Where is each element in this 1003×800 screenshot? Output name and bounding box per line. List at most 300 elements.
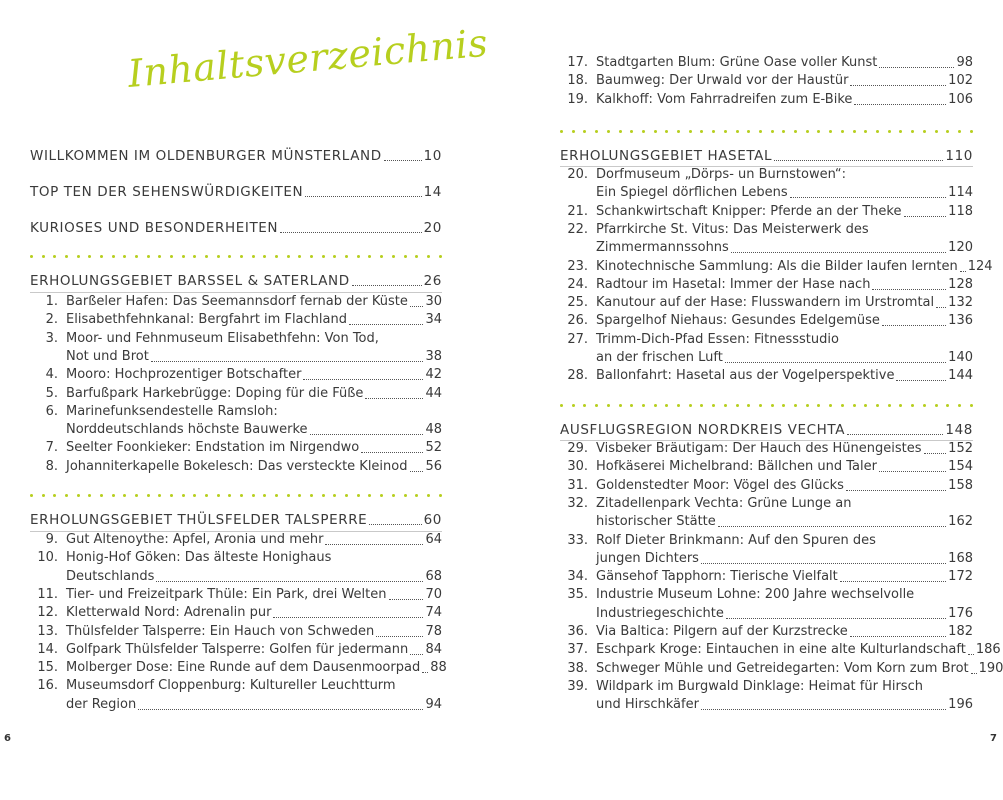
leader-dots	[846, 490, 946, 491]
entry-title: Ballonfahrt: Hasetal aus der Vogelperspektive	[596, 368, 895, 384]
toc-entry[interactable]	[30, 659, 447, 677]
page-number: 182	[948, 624, 973, 639]
toc-entry-text	[560, 184, 788, 202]
leader-dots	[850, 85, 946, 86]
entry-number: 1.	[45, 294, 58, 309]
toc-entry[interactable]	[560, 440, 973, 458]
left-column	[30, 0, 447, 800]
toc-entry[interactable]	[560, 203, 973, 221]
page-number: 186	[975, 642, 1001, 658]
leader-dots	[361, 452, 423, 453]
toc-entry[interactable]	[560, 458, 973, 476]
toc-entry[interactable]	[30, 330, 442, 348]
section-divider	[30, 255, 442, 261]
entry-number: 2.	[45, 312, 58, 328]
toc-entry-continued[interactable]	[560, 513, 973, 531]
toc-entry-text	[560, 312, 880, 330]
leader-dots	[156, 581, 423, 582]
leader-dots	[872, 289, 946, 290]
section-title: ERHOLUNGSGEBIET THÜLSFELDER TALSPERRE	[30, 512, 368, 528]
entry-title: Kinotechnische Sammlung: Als die Bilder laufen lernten	[596, 258, 958, 274]
entry-number: 29.	[567, 441, 588, 456]
toc-entry[interactable]	[30, 311, 442, 329]
entry-title: Kletterwald Nord: Adrenalin pur	[66, 605, 272, 621]
toc-entry-text	[560, 623, 848, 641]
toc-entry[interactable]	[30, 293, 442, 311]
toc-entry-text	[560, 294, 934, 312]
toc-heading-text: TOP TEN DER SEHENSWÜRDIGKEITEN	[30, 184, 304, 200]
entry-title: Marinefunksendestelle Ramsloh:	[66, 403, 278, 419]
toc-entry-text	[30, 677, 396, 695]
page-number: 132	[948, 295, 973, 311]
entry-number: 19.	[567, 91, 588, 107]
entry-title: Molberger Dose: Eine Runde auf dem Dausenmoorpad	[66, 660, 421, 676]
page-number: 106	[948, 91, 973, 107]
entry-title: Dorfmuseum „Dörps- un Burnstowen“:	[596, 167, 847, 182]
leader-dots	[305, 196, 421, 197]
toc-entry[interactable]	[30, 549, 442, 567]
entry-number: 7.	[45, 440, 58, 456]
entry-number: 32.	[567, 495, 588, 511]
entry-title: Kanutour auf der Hase: Flusswandern im Urstromtal	[596, 295, 935, 311]
toc-heading[interactable]	[30, 147, 442, 165]
page-number: 196	[948, 697, 973, 713]
entry-title: Kalkhoff: Vom Fahrradreifen zum E-Bike	[596, 91, 853, 107]
entry-number: 23.	[567, 258, 588, 274]
page-number: 148	[945, 422, 973, 438]
page-number: 74	[425, 605, 442, 621]
page-number: 124	[967, 258, 993, 274]
page-number: 20	[423, 220, 442, 236]
toc-entry[interactable]	[30, 439, 442, 457]
leader-dots	[731, 252, 946, 253]
leader-dots	[151, 361, 424, 362]
section-heading[interactable]	[560, 421, 973, 439]
entry-number: 35.	[567, 587, 588, 603]
page-number: 154	[948, 459, 973, 475]
entry-title-continued: Norddeutschlands höchste Bauwerke	[66, 422, 308, 438]
page-number: 84	[425, 641, 442, 657]
leader-dots	[303, 379, 423, 380]
section-divider	[30, 494, 442, 500]
toc-entry-text	[560, 221, 869, 239]
page-number: 176	[948, 605, 973, 621]
toc-title: Inhaltsverzeichnis	[126, 20, 490, 96]
page-number: 118	[948, 203, 973, 219]
entry-number: 11.	[37, 586, 58, 602]
page-number: 34	[425, 312, 442, 328]
entry-title: Gänsehof Tapphorn: Tierische Vielfalt	[596, 569, 838, 585]
page-number: 68	[425, 568, 442, 584]
entry-title-continued: der Region	[66, 696, 137, 712]
toc-entry-text	[30, 366, 301, 384]
toc-entry[interactable]	[30, 531, 442, 549]
section-title: AUSFLUGSREGION NORDKREIS VECHTA	[560, 422, 846, 438]
entry-number: 21.	[567, 203, 588, 219]
leader-dots	[879, 471, 946, 472]
section-title: ERHOLUNGSGEBIET BARSSEL & SATERLAND	[30, 273, 350, 289]
page-number: 70	[425, 586, 442, 602]
entry-title-continued: Deutschlands	[66, 568, 155, 584]
page-number: 152	[948, 441, 973, 456]
entry-title: Zitadellenpark Vechta: Grüne Lunge an	[596, 495, 852, 511]
toc-entry-text	[30, 568, 154, 586]
page-number: 136	[948, 313, 973, 329]
toc-entry[interactable]	[560, 678, 973, 696]
entry-number: 18.	[567, 73, 588, 89]
entry-title: Honig-Hof Göken: Das älteste Honighaus	[66, 550, 332, 566]
entry-title: Schankwirtschaft Knipper: Pferde an der Theke	[596, 203, 902, 219]
entry-title: Barfußpark Harkebrügge: Doping für die Füße	[66, 385, 364, 401]
toc-entry[interactable]	[30, 677, 442, 695]
toc-heading[interactable]	[30, 183, 442, 201]
toc-entry[interactable]	[560, 166, 973, 184]
entry-number: 36.	[567, 624, 588, 639]
page-number: 144	[948, 368, 973, 384]
toc-entry-text	[560, 258, 958, 276]
leader-dots	[389, 599, 424, 600]
leader-dots	[410, 306, 424, 307]
section-divider	[560, 404, 973, 410]
entry-number: 24.	[567, 276, 588, 292]
entry-title: Mooro: Hochprozentiger Botschafter	[66, 367, 302, 383]
toc-entry-text	[30, 348, 149, 366]
entry-title: Pfarrkirche St. Vitus: Das Meisterwerk des	[596, 221, 869, 237]
entry-number: 12.	[37, 605, 58, 621]
toc-entry[interactable]	[560, 477, 973, 495]
entry-title: Industrie Museum Lohne: 200 Jahre wechselvolle	[596, 587, 915, 603]
entry-title: Museumsdorf Cloppenburg: Kultureller Leuchtturm	[66, 678, 396, 694]
toc-entry[interactable]	[30, 604, 442, 622]
leader-dots	[847, 434, 943, 435]
toc-entry[interactable]	[560, 258, 993, 276]
entry-title: Barßeler Hafen: Das Seemannsdorf fernab der Küste	[66, 294, 408, 309]
toc-entry[interactable]	[560, 221, 973, 239]
toc-entry-text	[560, 54, 877, 72]
entry-number: 26.	[567, 313, 588, 329]
leader-dots	[410, 654, 423, 655]
toc-entry[interactable]	[560, 367, 973, 385]
leader-dots	[850, 636, 946, 637]
toc-entry[interactable]	[560, 532, 973, 550]
entry-number: 4.	[45, 367, 58, 383]
toc-entry-text	[560, 605, 724, 623]
toc-entry[interactable]	[560, 586, 973, 604]
leader-dots	[718, 526, 946, 527]
entry-number: 14.	[37, 641, 58, 657]
toc-entry-text	[30, 623, 374, 641]
entry-number: 34.	[567, 569, 588, 585]
leader-dots	[896, 380, 946, 381]
section-heading[interactable]	[30, 272, 442, 290]
toc-entry[interactable]	[560, 568, 973, 586]
toc-entry-text	[30, 311, 347, 329]
toc-entry-text	[560, 239, 729, 257]
toc-entry[interactable]	[560, 72, 973, 90]
toc-entry-continued[interactable]	[560, 550, 973, 568]
entry-number: 20.	[567, 167, 588, 182]
toc-entry-text	[560, 72, 848, 90]
toc-entry-text	[560, 660, 969, 678]
entry-number: 37.	[567, 642, 588, 658]
entry-number: 3.	[45, 330, 58, 346]
page-number: 94	[425, 696, 442, 712]
entry-title: Schweger Mühle und Getreidegarten: Vom Korn zum Brot	[596, 660, 969, 676]
page-number: 30	[425, 294, 442, 309]
leader-dots	[726, 618, 946, 619]
toc-entry-continued[interactable]	[30, 568, 442, 586]
leader-dots	[725, 362, 946, 363]
leader-dots	[349, 324, 423, 325]
entry-number: 13.	[37, 623, 58, 639]
page-number: 52	[425, 440, 442, 456]
entry-number: 9.	[45, 532, 58, 547]
toc-entry-continued[interactable]	[560, 184, 973, 202]
toc-entry-text	[560, 678, 923, 696]
leader-dots	[376, 636, 423, 637]
toc-entry-text	[560, 641, 966, 659]
leader-dots	[924, 453, 947, 454]
entry-title: Stadtgarten Blum: Grüne Oase voller Kunst	[596, 55, 878, 70]
entry-title-continued: historischer Stätte	[596, 514, 716, 530]
entry-title: Eschpark Kroge: Eintauchen in eine alte Kulturlandschaft	[596, 642, 966, 658]
entry-number: 39.	[567, 678, 588, 694]
leader-dots	[325, 544, 423, 545]
entry-title: Golfpark Thülsfelder Talsperre: Golfen für jedermann	[66, 641, 409, 657]
entry-title: Wildpark im Burgwald Dinklage: Heimat für Hirsch	[596, 678, 923, 694]
toc-entry-text	[560, 440, 922, 458]
entry-number: 38.	[567, 660, 588, 676]
entry-title: Moor- und Fehnmuseum Elisabethfehn: Von Tod,	[66, 330, 379, 346]
leader-dots	[701, 563, 946, 564]
toc-entry-text	[30, 330, 379, 348]
toc-entry[interactable]	[560, 641, 1001, 659]
page-number: 140	[948, 350, 973, 365]
leader-dots	[369, 524, 421, 525]
leader-dots	[701, 709, 946, 710]
page-number: 42	[425, 367, 442, 383]
toc-entry-continued[interactable]	[30, 421, 442, 439]
toc-entry-text	[30, 403, 278, 421]
entry-title: Elisabethfehnkanal: Bergfahrt im Flachland	[66, 312, 347, 328]
toc-entry[interactable]	[560, 276, 973, 294]
entry-title: Seelter Foonkieker: Endstation im Nirgendwo	[66, 440, 360, 456]
toc-entry[interactable]	[560, 294, 973, 312]
toc-entry[interactable]	[560, 623, 973, 641]
toc-entry-text	[560, 495, 851, 513]
entry-number: 22.	[567, 221, 588, 237]
leader-dots	[352, 285, 422, 286]
toc-entry-continued[interactable]	[560, 349, 973, 367]
toc-entry-text	[560, 550, 699, 568]
toc-entry-continued[interactable]	[30, 696, 442, 714]
toc-entry-text	[560, 91, 852, 109]
page-number: 10	[423, 148, 442, 164]
page-number: 110	[945, 148, 973, 164]
toc-entry-text	[560, 166, 846, 184]
toc-entry[interactable]	[30, 458, 442, 476]
leader-dots	[936, 307, 946, 308]
toc-entry-text	[30, 293, 408, 311]
leader-dots	[840, 581, 946, 582]
page-number: 48	[425, 422, 442, 438]
entry-number: 8.	[45, 458, 58, 474]
page-number: 44	[425, 385, 442, 401]
toc-entry-text	[560, 513, 716, 531]
leader-dots	[138, 709, 423, 710]
entry-number: 31.	[567, 477, 588, 493]
toc-entry-text	[560, 458, 877, 476]
leader-dots	[971, 673, 977, 674]
toc-entry[interactable]	[560, 660, 1003, 678]
leader-dots	[422, 672, 428, 673]
entry-title-continued: Industriegeschichte	[596, 605, 724, 621]
entry-title: Rolf Dieter Brinkmann: Auf den Spuren des	[596, 532, 876, 548]
leader-dots	[790, 197, 946, 198]
leader-dots	[774, 160, 943, 161]
entry-title-continued: an der frischen Luft	[596, 350, 723, 365]
page-number: 98	[956, 55, 973, 70]
toc-heading[interactable]	[30, 219, 442, 237]
entry-number: 6.	[45, 403, 58, 419]
toc-entry-text	[560, 331, 839, 349]
toc-entry-text	[30, 604, 271, 622]
toc-entry[interactable]	[30, 586, 442, 604]
entry-number: 16.	[37, 678, 58, 694]
section-heading[interactable]	[560, 147, 973, 165]
leader-dots	[410, 471, 424, 472]
entry-title: Thülsfelder Talsperre: Ein Hauch von Schweden	[66, 623, 375, 639]
entry-title: Trimm-Dich-Pfad Essen: Fitnessstudio	[596, 331, 839, 347]
toc-entry-continued[interactable]	[560, 239, 973, 257]
leader-dots	[879, 67, 954, 68]
page-number: 158	[948, 477, 973, 493]
entry-title: Tier- und Freizeitpark Thüle: Ein Park, drei Welten	[66, 586, 387, 602]
leader-dots	[882, 325, 946, 326]
entry-title-continued: Not und Brot	[66, 348, 149, 364]
toc-entry-text	[30, 549, 331, 567]
entry-number: 33.	[567, 532, 588, 548]
toc-entry[interactable]	[30, 366, 442, 384]
section-divider	[560, 130, 973, 136]
leader-dots	[280, 232, 421, 233]
toc-heading-text: KURIOSES UND BESONDERHEITEN	[30, 220, 279, 236]
toc-entry[interactable]	[560, 54, 973, 72]
toc-entry-text	[30, 696, 136, 714]
page-number-right: 7	[990, 733, 997, 744]
entry-title: Hofkäserei Michelbrand: Bällchen und Taler	[596, 459, 877, 475]
toc-entry-text	[560, 532, 876, 550]
entry-title: Baumweg: Der Urwald vor der Haustür	[596, 73, 849, 89]
entry-number: 30.	[567, 459, 588, 475]
page-number: 102	[948, 73, 973, 89]
toc-entry[interactable]	[560, 495, 973, 513]
entry-number: 5.	[45, 385, 58, 401]
toc-entry-text	[30, 531, 323, 549]
leader-dots	[310, 434, 424, 435]
toc-entry-text	[560, 477, 844, 495]
toc-entry-text	[560, 367, 894, 385]
page-number: 120	[948, 240, 973, 256]
entry-title-continued: jungen Dichters	[596, 550, 699, 566]
entry-number: 10.	[37, 550, 58, 566]
entry-title: Via Baltica: Pilgern auf der Kurzstrecke	[596, 624, 848, 639]
page-number: 56	[425, 458, 442, 474]
toc-entry[interactable]	[30, 623, 442, 641]
toc-entry-text	[560, 696, 699, 714]
toc-entry[interactable]	[560, 312, 973, 330]
page-number: 168	[948, 550, 973, 566]
toc-entry-continued[interactable]	[560, 605, 973, 623]
leader-dots	[854, 104, 946, 105]
toc-entry-text	[30, 586, 387, 604]
page-number: 114	[948, 185, 973, 201]
entry-title: Goldenstedter Moor: Vögel des Glücks	[596, 477, 844, 493]
toc-entry-text	[560, 276, 870, 294]
toc-entry-text	[560, 586, 914, 604]
toc-entry-text	[30, 421, 308, 439]
entry-title-continued: und Hirschkäfer	[596, 697, 699, 713]
section-heading[interactable]	[30, 511, 442, 529]
toc-entry[interactable]	[560, 331, 973, 349]
page-number-left: 6	[4, 733, 11, 744]
entry-title-continued: Ein Spiegel dörflichen Lebens	[596, 185, 788, 201]
page-number: 88	[430, 660, 447, 676]
toc-entry-text	[30, 385, 363, 403]
toc-entry-text	[560, 568, 838, 586]
entry-number: 27.	[567, 331, 588, 347]
entry-title: Johanniterkapelle Bokelesch: Das versteckte Kleinod	[66, 458, 408, 474]
toc-heading-text: WILLKOMMEN IM OLDENBURGER MÜNSTERLAND	[30, 148, 382, 164]
leader-dots	[904, 216, 947, 217]
toc-entry-text	[560, 349, 723, 367]
section-title: ERHOLUNGSGEBIET HASETAL	[560, 148, 773, 164]
page-number: 172	[948, 569, 973, 585]
right-column	[560, 0, 1003, 800]
page-number: 190	[978, 660, 1003, 676]
page-number: 26	[423, 273, 442, 289]
toc-entry-text	[30, 641, 408, 659]
toc-entry-text	[30, 439, 359, 457]
leader-dots	[960, 271, 966, 272]
entry-number: 28.	[567, 368, 588, 384]
page-number: 78	[425, 623, 442, 639]
toc-entry-text	[30, 458, 408, 476]
toc-entry-continued[interactable]	[30, 348, 442, 366]
toc-entry[interactable]	[30, 385, 442, 403]
toc-entry[interactable]	[30, 641, 442, 659]
leader-dots	[384, 160, 422, 161]
entry-number: 17.	[567, 55, 588, 70]
toc-entry[interactable]	[560, 91, 973, 109]
page-number: 38	[425, 348, 442, 364]
toc-entry-text	[30, 659, 420, 677]
page-number: 64	[425, 532, 442, 547]
leader-dots	[273, 617, 423, 618]
page-number: 14	[423, 184, 442, 200]
entry-title: Radtour im Hasetal: Immer der Hase nach	[596, 276, 871, 292]
entry-title-continued: Zimmermannssohns	[596, 240, 729, 256]
toc-entry[interactable]	[30, 403, 442, 421]
entry-title: Visbeker Bräutigam: Der Hauch des Hünengeistes	[596, 441, 922, 456]
leader-dots	[365, 398, 423, 399]
entry-number: 15.	[37, 660, 58, 676]
leader-dots	[968, 654, 974, 655]
page-number: 60	[423, 512, 442, 528]
entry-title: Spargelhof Niehaus: Gesundes Edelgemüse	[596, 313, 880, 329]
toc-entry-continued[interactable]	[560, 696, 973, 714]
entry-number: 25.	[567, 295, 588, 311]
